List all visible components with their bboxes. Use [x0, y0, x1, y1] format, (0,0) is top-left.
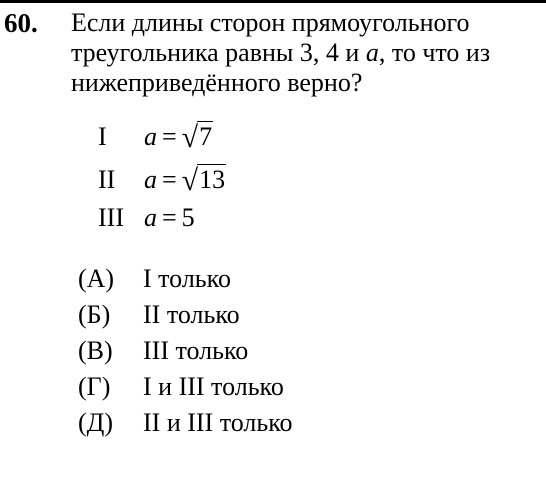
statement-1: [98, 122, 213, 153]
question-stem: [71, 8, 541, 98]
statement-2: [98, 165, 226, 196]
stem-line-2: [71, 38, 541, 68]
statement-equals: =: [162, 165, 177, 194]
statement-variable: a: [144, 165, 157, 194]
option-d[interactable]: [78, 372, 284, 402]
option-c[interactable]: [78, 336, 248, 366]
option-a[interactable]: [78, 264, 231, 294]
stem-variable: a: [365, 38, 379, 67]
option-letter: (Г): [78, 372, 111, 401]
option-text: II только: [143, 300, 240, 329]
radical-sign: √: [181, 121, 199, 154]
stem-line-2-pre: треугольника равны 3, 4 и: [71, 38, 366, 67]
statement-equals: =: [162, 122, 177, 151]
option-b[interactable]: [78, 300, 240, 330]
statement-value: 7: [199, 122, 213, 151]
option-letter: (В): [78, 336, 113, 365]
statement-roman: I: [98, 122, 107, 151]
option-letter: (A): [78, 264, 115, 293]
statement-value: 13: [199, 165, 226, 194]
option-letter: (Д): [78, 408, 114, 437]
option-text: III только: [143, 336, 249, 365]
radical-sign: √: [181, 164, 199, 197]
statement-roman: II: [98, 165, 116, 194]
square-root: [182, 122, 213, 153]
statement-value: 5: [181, 203, 195, 232]
statement-variable: a: [144, 203, 157, 232]
statement-equals: =: [162, 203, 177, 232]
stem-line-2-post: , то что из: [378, 38, 491, 67]
statement-roman: III: [98, 203, 124, 232]
stem-line-1: Если длины сторон прямоугольного: [71, 8, 470, 37]
stem-line-3: нижеприведённого верно?: [71, 68, 363, 97]
option-text: I только: [143, 264, 231, 293]
statement-variable: a: [144, 122, 157, 151]
option-text: I и III только: [143, 372, 284, 401]
option-e[interactable]: [78, 408, 293, 438]
option-text: II и III только: [143, 408, 293, 437]
option-letter: (Б): [78, 300, 111, 329]
top-border: [0, 0, 546, 3]
question-number: 60.: [4, 8, 38, 38]
statement-3: [98, 203, 195, 233]
square-root: [182, 165, 226, 196]
